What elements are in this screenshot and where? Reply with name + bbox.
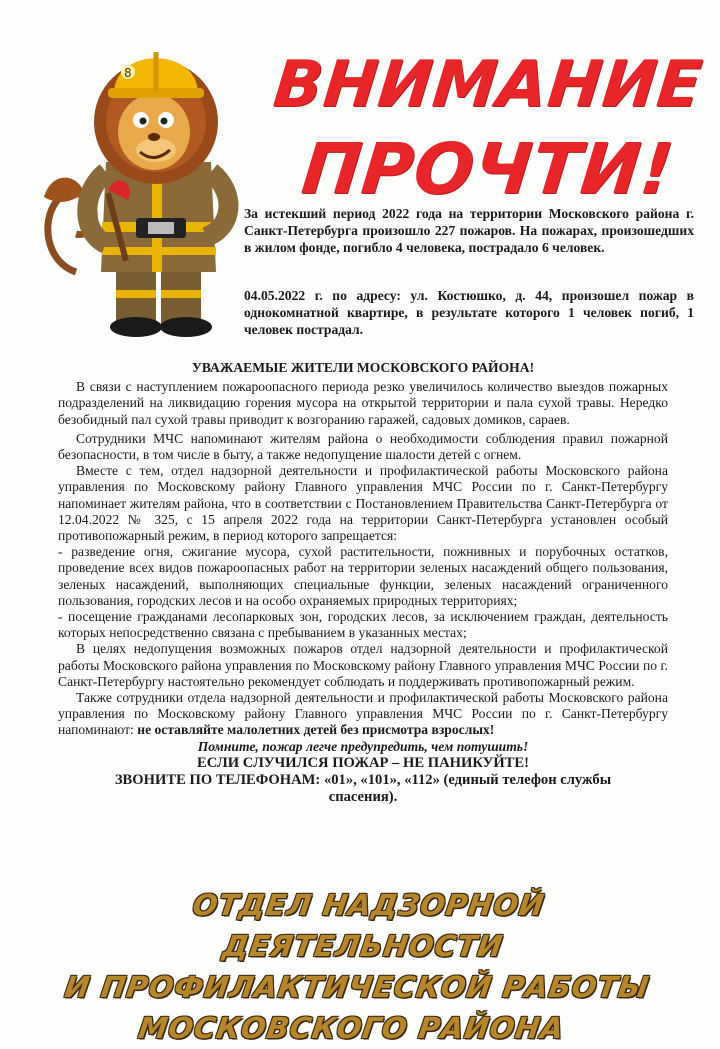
footer-line-1: ОТДЕЛ НАДЗОРНОЙ ДЕЯТЕЛЬНОСТИ: [190, 888, 547, 963]
headline-attention: ВНИМАНИЕ: [270, 48, 706, 122]
paragraph-reminder: [58, 690, 668, 739]
motto: Помните, пожар легче предупредить, чем потушить!: [197, 738, 529, 754]
paragraph-safety-rules: Сотрудники МЧС напоминают жителям района о необходимости соблюдения правил пожарной безопасности, в том числе в быту, а также недопущение шалости детей с огнем.: [58, 430, 668, 463]
reminder-text: Также сотрудники отдела надзорной деятельности и профилактической работы Московского района управления по Московскому району Главного управления МЧС России по г. Санкт-Петербургу напоминают:: [58, 690, 668, 738]
footer-line-3: МОСКОВСКОГО РАЙОНА: [136, 1011, 567, 1045]
footer-department: [28, 885, 691, 1049]
headline-read: ПРОЧТИ!: [298, 128, 678, 210]
footer-line-2: И ПРОФИЛАКТИЧЕСКОЙ РАБОТЫ: [62, 970, 652, 1004]
panic-warning: ЕСЛИ СЛУЧИЛСЯ ПОЖАР – НЕ ПАНИКУЙТЕ!: [196, 754, 530, 771]
emergency-phones: ЗВОНИТЕ ПО ТЕЛЕФОНАМ: «01», «101», «112» (единый телефон службы спасения).: [114, 771, 612, 805]
main-text: [58, 360, 668, 806]
helmet-number: 8: [124, 66, 132, 80]
paragraph-recommendation: В целях недопущения возможных пожаров отдел надзорной деятельности и профилактической работы Московского района управления по Московскому району Главного управления МЧС России по г. Санкт-Петербургу настоятельно рекомендует соблюдать и поддерживать противопожарный режим.: [58, 641, 668, 689]
paragraph-special-regime: Вместе с тем, отдел надзорной деятельности и профилактической работы Московского района управления по Московскому району Главного управления МЧС России по г. Санкт-Петербургу напоминает жителям района, что в соответствии с Постановлением Правительства Санкт-Петербурга от 12.04.2022 № 325, с 15 апреля 2022 года на территории Санкт-Петербурга установлен особый противопожарный режим, в период которого запрещается:: [58, 463, 668, 544]
firefighter-lion-mascot-icon: [36, 22, 266, 342]
list-item-prohibition-forest: - посещение гражданами лесопарковых зон, городских лесов, за исключением граждан, деятельность которых непосредственно связана с пребыванием в указанных местах;: [58, 609, 668, 641]
reminder-warning: не оставляйте малолетних детей без присмотра взрослых!: [137, 722, 495, 738]
intro-incident: 04.05.2022 г. по адресу: ул. Костюшко, д. 44, произошел пожар в однокомнатной квартире, в результате которого 1 человек погиб, 1 человек пострадал.: [244, 288, 694, 337]
list-item-prohibition-fire: - разведение огня, сжигание мусора, сухой растительности, пожнивных и порубочных остатков, проведение всех видов пожароопасных работ на территории зеленых насаждений общего пользования, зеленых насаждений, выполняющих специальные функции, зеленых насаждений ограниченного пользования, городских лесов и на особо охраняемых природных территориях;: [58, 544, 668, 608]
intro-statistics: За истекший период 2022 года на территории Московского района г. Санкт-Петербурга произошло 227 пожаров. На пожарах, произошедших в жилом фонде, погибло 4 человека, пострадало 6 человек.: [244, 206, 694, 255]
paragraph-fire-season: В связи с наступлением пожароопасного периода резко увеличилось количество выездов пожарных подразделений на ликвидацию горения мусора на открытой территории и пала сухой травы. Нередко безобидный пал сухой травы приводит к возгоранию гаражей, садовых домиков, сараев.: [58, 379, 668, 427]
body-heading: УВАЖАЕМЫЕ ЖИТЕЛИ МОСКОВСКОГО РАЙОНА!: [191, 360, 535, 375]
